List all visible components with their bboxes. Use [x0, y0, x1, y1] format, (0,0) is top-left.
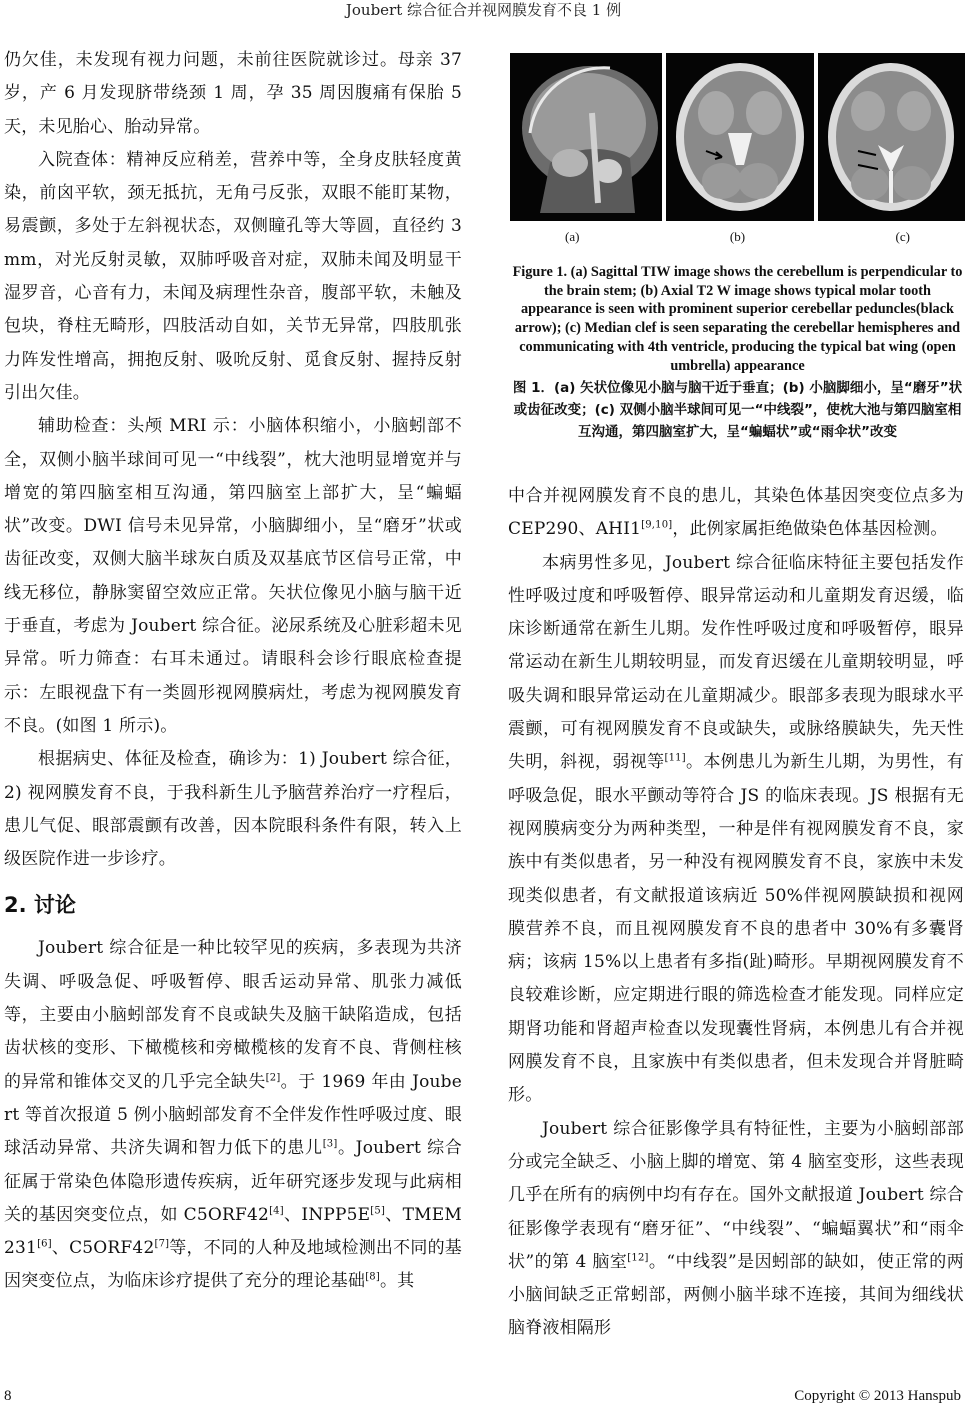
text-run: 。本例患儿为新生儿期，为男性，有呼吸急促，眼水平颤动等符合 JS 的临床表现。JS 根据有无视网膜病变分为两种类型，一种是伴有视网膜发育不良，家族中有类似患者，另一种没有视网膜发育不良，家族中未发现类似患者，有文献报道该病近 50%伴视网膜缺损和视网膜营养不良，而且视网膜发育不良的患者中 30%有多囊肾病；该病 15%以上患者有多指(趾)畸形。早期视网膜发育不良较难诊断，应定期进行眼的筛选检查才能发现。同样应定期肾功能和肾超声检查以发现囊性肾病，本例患儿有合并视网膜发育不良，且家族中有类似患者，但未发现合并肾脏畸形。: [508, 752, 964, 1106]
panel-label-b: (b): [729, 229, 746, 244]
text-run: 。Joubert 综合征属于常染色体隐形遗传疾病，近年研究逐步发现与此病相关的基因突变位点，如 C5ORF42: [4, 1138, 462, 1225]
paragraph: 根据病史、体征及检查，确诊为：1) Joubert 综合征，2) 视网膜发育不良，于我科新生儿予脑营养治疗一疗程后，患儿气促、眼部震颤有改善，因本院眼科条件有限，转入上级医院作进一步诊疗。: [4, 749, 462, 870]
text-run: 。“中线裂”是因蚓部的缺如，使正常的两小脑间缺乏正常蚓部，两侧小脑半球不连接，其间为细线状脑脊液相隔形: [508, 1251, 964, 1339]
page-number: 8: [4, 1388, 12, 1404]
text-run: 、TMEM231: [4, 1204, 462, 1259]
citation: [8]: [365, 1271, 380, 1283]
paragraph: [508, 1113, 964, 1346]
panel-label-c: (c): [895, 229, 910, 244]
text-run: 。其: [379, 1271, 415, 1292]
mri-axial-image-c: [818, 53, 965, 221]
text-run: 中合并视网膜发育不良的患儿，其染色体基因突变位点多为 CEP290、AHI1: [508, 486, 964, 540]
citation: [5]: [370, 1205, 386, 1217]
paragraph: 辅助检查：头颅 MRI 示：小脑体积缩小，小脑蚓部不全，双侧小脑半球间可见一“中线裂”，枕大池明显增宽并与增宽的第四脑室相互沟通，第四脑室上部扩大，呈“蝙蝠状”改变。DWI 信号未见异常，小脑脚细小，呈“磨牙”状或齿征改变，双侧大脑半球灰白质及双基底节区信号正常，中线无移位，静脉窦留空效应正常。矢状位像见小脑与脑干近于垂直，考虑为 Joubert 综合征。泌尿系统及心脏彩超未见异常。听力筛查：右耳未通过。请眼科会诊行眼底检查提示：左眼视盘下有一类圆形视网膜病灶，考虑为视网膜发育不良。(如图 1 所示)。: [4, 416, 462, 736]
paragraph: [4, 932, 462, 1298]
citation: [9,10]: [641, 519, 673, 531]
panel-label-a: (a): [565, 229, 580, 244]
citation: [3]: [322, 1138, 338, 1150]
citation: [2]: [265, 1071, 281, 1083]
citation: [7]: [154, 1238, 170, 1250]
panel-labels: [510, 229, 965, 245]
text-run: ，此例家属拒绝做染色体基因检测。: [672, 519, 948, 540]
running-header: Joubert 综合征合并视网膜发育不良 1 例: [345, 1, 622, 19]
paragraph: [508, 547, 964, 1113]
paragraph: 仍欠佳，未发现有视力问题，未前往医院就诊过。母亲 37 岁，产 6 月发现脐带绕颈 1 周，孕 35 周因腹痛有保胎 5 天，未见胎心、胎动异常。: [4, 50, 462, 137]
text-run: 、INPP5E: [283, 1204, 371, 1225]
left-column: [4, 44, 462, 1299]
mri-sagittal-image: [510, 53, 662, 221]
text-run: 、C5ORF42: [51, 1238, 155, 1259]
text-run: 。于 1969 年由 Joubert 等首次报道 5 例小脑蚓部发育不全伴发作性呼吸过度、眼球活动异常、共济失调和智力低下的患儿: [4, 1071, 463, 1159]
text-run: 本病男性多见，Joubert 综合征临床特征主要包括发作性呼吸过度和呼吸暂停、眼异常运动和儿童期发育迟缓，临床诊断通常在新生儿期。发作性呼吸过度和呼吸暂停，眼异常运动在新生儿期较明显，而发育迟缓在儿童期较明显，呼吸失调和眼异常运动在儿童期减少。眼部多表现为眼球水平震颤，可有视网膜发育不良或缺失，或脉络膜缺失，先天性失明，斜视，弱视等: [508, 552, 964, 773]
citation: [12]: [627, 1252, 649, 1264]
citation: [6]: [37, 1238, 52, 1250]
right-column: [508, 480, 964, 1346]
figure-caption-chinese: 图 1．(a) 矢状位像见小脑与脑干近于垂直；(b) 小脑脚细小，呈“磨牙”状或齿征改变；(c) 双侧小脑半球间可见一“中线裂”，使枕大池与第四脑室相互沟通，第四脑室扩大，呈“蝙蝠状”或“雨伞状”改变: [512, 380, 963, 441]
citation: [4]: [269, 1205, 284, 1217]
page-footer: [0, 1388, 967, 1410]
copyright-notice: Copyright © 2013 Hanspub: [794, 1388, 961, 1404]
mri-axial-image-b: [666, 53, 814, 221]
text-run: 等，不同的人种及地域检测出不同的基因突变位点，为临床诊疗提供了充分的理论基础: [4, 1238, 462, 1292]
section-heading: 2. 讨论: [4, 893, 76, 918]
figure-caption-english: Figure 1. (a) Sagittal TIW image shows the cerebellum is perpendicular to the brain stem; (b) Axial T2 W image shows typical molar tooth appearance is seen with prominent superior cerebellar peduncles(black arrow); (c) Median clef is seen separating the cerebellar hemispheres and communicating with 4th ventricle, producing the typical bat wing (open umbrella) appearance: [512, 264, 963, 374]
text-run: Joubert 综合征是一种比较罕见的疾病，多表现为共济失调、呼吸急促、呼吸暂停、眼舌运动异常、肌张力减低等，主要由小脑蚓部发育不良或缺失及脑干缺陷造成，包括齿状核的变形、下橄榄核和旁橄榄核的发育不良、背侧柱核的异常和锥体交叉的几乎完全缺失: [4, 938, 462, 1092]
paragraph: [508, 480, 964, 547]
figure-1: [510, 53, 965, 443]
figure-panels: [510, 53, 965, 221]
paragraph: 入院查体：精神反应稍差，营养中等，全身皮肤轻度黄染，前囟平软，颈无抵抗，无角弓反张，双眼不能盯某物，易震颤，多处于左斜视状态，双侧瞳孔等大等圆，直径约 3 mm，对光反射灵敏，双肺呼吸音对症，双肺未闻及明显干湿罗音，心音有力，未闻及病理性杂音，腹部平软，未触及包块，脊柱无畸形，四肢活动自如，关节无异常，四肢肌张力阵发性增高，拥抱反射、吸吮反射、觅食反射、握持反射引出欠佳。: [4, 149, 462, 403]
text-run: Joubert 综合征影像学具有特征性，主要为小脑蚓部部分或完全缺乏、小脑上脚的增宽、第 4 脑室变形，这些表现几乎在所有的病例中均有存在。国外文献报道 Joubert 综合征影像学表现有“磨牙征”、“中线裂”、“蝙蝠翼状”和“雨伞状”的第 4 脑室: [508, 1118, 964, 1272]
citation: [11]: [664, 752, 686, 764]
